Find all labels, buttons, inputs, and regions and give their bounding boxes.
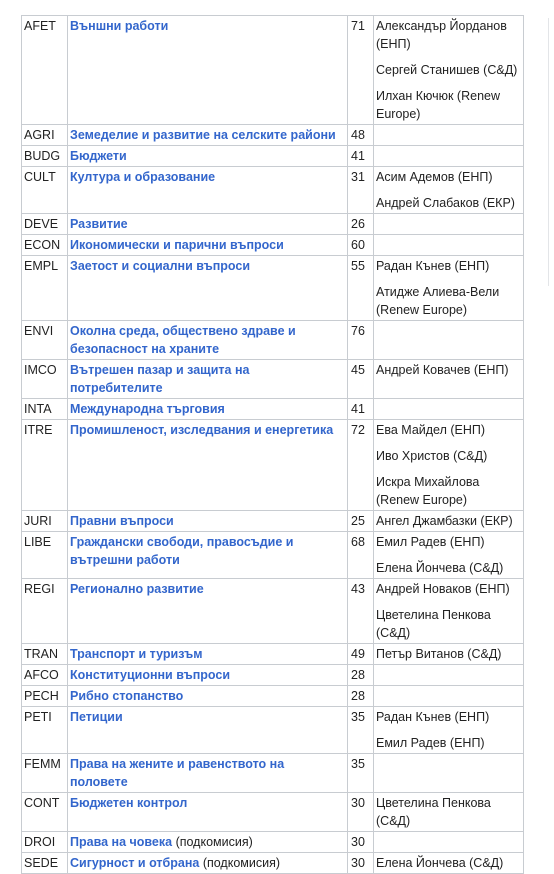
- member-name: Цветелина Пенкова (С&Д): [376, 608, 491, 640]
- committee-name-link[interactable]: Рибно стопанство: [70, 689, 184, 703]
- member-name: Асим Адемов (ЕНП): [376, 170, 493, 184]
- bulgarian-members-cell: [374, 665, 524, 686]
- committee-abbr: ENVI: [22, 321, 68, 360]
- committee-name-link[interactable]: Култура и образование: [70, 170, 216, 184]
- table-row: [22, 579, 524, 644]
- committee-abbr: JURI: [22, 511, 68, 532]
- bulgarian-members-cell: [374, 321, 524, 360]
- committee-abbr: SEDE: [22, 853, 68, 874]
- bulgarian-members-cell: [374, 399, 524, 420]
- member-name: Ангел Джамбазки (ЕКР): [376, 514, 513, 528]
- committee-name-cell: [68, 665, 348, 686]
- member-count: 48: [348, 125, 374, 146]
- table-row: [22, 16, 524, 125]
- committee-name-cell: [68, 532, 348, 579]
- bulgarian-members-cell: [374, 125, 524, 146]
- table-row: [22, 125, 524, 146]
- table-row: [22, 511, 524, 532]
- member-name: Ева Майдел (ЕНП): [376, 423, 486, 437]
- member-count: 31: [348, 167, 374, 214]
- member-count: 72: [348, 420, 374, 511]
- member-name: Петър Витанов (С&Д): [376, 647, 502, 661]
- committee-abbr: ITRE: [22, 420, 68, 511]
- committee-abbr: PECH: [22, 686, 68, 707]
- member-count: 28: [348, 686, 374, 707]
- table-row: [22, 256, 524, 321]
- committee-abbr: CONT: [22, 793, 68, 832]
- member-name: Радан Кънев (ЕНП): [376, 259, 490, 273]
- scrollbar-edge: [548, 18, 554, 286]
- committee-name-link[interactable]: Развитие: [70, 217, 128, 231]
- member-count: 30: [348, 832, 374, 853]
- committee-name-cell: [68, 707, 348, 754]
- member-count: 71: [348, 16, 374, 125]
- member-count: 60: [348, 235, 374, 256]
- bulgarian-members-cell: [374, 853, 524, 874]
- member-name: Емил Радев (ЕНП): [376, 736, 485, 750]
- committee-name-cell: [68, 256, 348, 321]
- table-row: [22, 532, 524, 579]
- member-name: Андрей Ковачев (ЕНП): [376, 363, 509, 377]
- member-count: 35: [348, 707, 374, 754]
- table-row: [22, 832, 524, 853]
- bulgarian-members-cell: [374, 832, 524, 853]
- committee-name-link[interactable]: Външни работи: [70, 19, 169, 33]
- committee-name-cell: [68, 832, 348, 853]
- bulgarian-members-cell: [374, 146, 524, 167]
- committee-abbr: DROI: [22, 832, 68, 853]
- member-count: 30: [348, 853, 374, 874]
- committee-name-cell: [68, 754, 348, 793]
- committee-name-cell: [68, 235, 348, 256]
- member-name: Сергей Станишев (С&Д): [376, 63, 518, 77]
- bulgarian-members-cell: [374, 214, 524, 235]
- committee-name-cell: [68, 853, 348, 874]
- committee-name-cell: [68, 793, 348, 832]
- committee-name-cell: [68, 399, 348, 420]
- committee-abbr: FEMM: [22, 754, 68, 793]
- table-row: [22, 420, 524, 511]
- committee-name-cell: [68, 321, 348, 360]
- bulgarian-members-cell: [374, 793, 524, 832]
- bulgarian-members-cell: [374, 754, 524, 793]
- member-name: Илхан Кючюк (Renew Europe): [376, 89, 500, 121]
- table-row: [22, 644, 524, 665]
- committee-name-link[interactable]: Вътрешен пазар и защита на потребителите: [70, 363, 250, 395]
- bulgarian-members-cell: [374, 167, 524, 214]
- member-count: 76: [348, 321, 374, 360]
- member-name: Александър Йорданов (ЕНП): [376, 19, 507, 51]
- committee-name-link[interactable]: Сигурност и отбрана: [70, 856, 200, 870]
- bulgarian-members-cell: [374, 707, 524, 754]
- committee-abbr: TRAN: [22, 644, 68, 665]
- committee-abbr: EMPL: [22, 256, 68, 321]
- bulgarian-members-cell: [374, 235, 524, 256]
- committee-abbr: AGRI: [22, 125, 68, 146]
- member-name: Андрей Новаков (ЕНП): [376, 582, 510, 596]
- bulgarian-members-cell: [374, 511, 524, 532]
- committee-name-link[interactable]: Граждански свободи, правосъдие и вътрешни работи: [70, 535, 294, 567]
- bulgarian-members-cell: [374, 686, 524, 707]
- member-name: Иво Христов (С&Д): [376, 449, 488, 463]
- committee-abbr: REGI: [22, 579, 68, 644]
- committee-abbr: AFET: [22, 16, 68, 125]
- bulgarian-members-cell: [374, 16, 524, 125]
- committee-name-link[interactable]: Транспорт и туризъм: [70, 647, 203, 661]
- committee-name-cell: [68, 167, 348, 214]
- committee-abbr: DEVE: [22, 214, 68, 235]
- committee-name-link[interactable]: Правни въпроси: [70, 514, 174, 528]
- committee-abbr: BUDG: [22, 146, 68, 167]
- committees-table: [21, 15, 524, 874]
- committee-abbr: INTA: [22, 399, 68, 420]
- bulgarian-members-cell: [374, 532, 524, 579]
- committee-name-cell: [68, 360, 348, 399]
- committee-name-link[interactable]: Регионално развитие: [70, 582, 204, 596]
- committee-name-link[interactable]: Земеделие и развитие на селските райони: [70, 128, 336, 142]
- member-count: 68: [348, 532, 374, 579]
- committee-abbr: AFCO: [22, 665, 68, 686]
- table-row: [22, 399, 524, 420]
- member-count: 49: [348, 644, 374, 665]
- committee-abbr: ECON: [22, 235, 68, 256]
- committee-name-cell: [68, 420, 348, 511]
- member-name: Искра Михайлова (Renew Europe): [376, 475, 480, 507]
- committee-name-link[interactable]: Права на човека: [70, 835, 173, 849]
- committee-name-link[interactable]: Околна среда, обществено здраве и безопасност на храните: [70, 324, 296, 356]
- bulgarian-members-cell: [374, 420, 524, 511]
- table-row: [22, 707, 524, 754]
- committee-abbr: CULT: [22, 167, 68, 214]
- committee-name-link[interactable]: Бюджетен контрол: [70, 796, 188, 810]
- committee-name-link[interactable]: Международна търговия: [70, 402, 225, 416]
- table-row: [22, 686, 524, 707]
- committee-name-link[interactable]: Икономически и парични въпроси: [70, 238, 284, 252]
- member-count: 45: [348, 360, 374, 399]
- member-count: 41: [348, 399, 374, 420]
- committee-name-link[interactable]: Конституционни въпроси: [70, 668, 230, 682]
- committee-name-link[interactable]: Права на жените и равенството на половете: [70, 757, 285, 789]
- committee-subtype: (подкомисия): [202, 856, 281, 870]
- committee-name-link[interactable]: Промишленост, изследвания и енергетика: [70, 423, 334, 437]
- committee-name-link[interactable]: Бюджети: [70, 149, 127, 163]
- committee-name-cell: [68, 579, 348, 644]
- member-name: Андрей Слабаков (ЕКР): [376, 196, 515, 210]
- table-row: [22, 360, 524, 399]
- member-name: Елена Йончева (С&Д): [376, 856, 504, 870]
- table-row: [22, 793, 524, 832]
- member-count: 43: [348, 579, 374, 644]
- member-name: Атидже Алиева-Вели (Renew Europe): [376, 285, 500, 317]
- member-count: 55: [348, 256, 374, 321]
- committee-name-cell: [68, 644, 348, 665]
- table-row: [22, 167, 524, 214]
- committee-name-link[interactable]: Заетост и социални въпроси: [70, 259, 251, 273]
- table-row: [22, 214, 524, 235]
- committee-name-cell: [68, 214, 348, 235]
- table-row: [22, 754, 524, 793]
- member-count: 30: [348, 793, 374, 832]
- member-name: Емил Радев (ЕНП): [376, 535, 485, 549]
- member-count: 35: [348, 754, 374, 793]
- table-row: [22, 853, 524, 874]
- table-row: [22, 235, 524, 256]
- committee-name-cell: [68, 146, 348, 167]
- committee-name-link[interactable]: Петиции: [70, 710, 123, 724]
- committee-name-cell: [68, 511, 348, 532]
- member-count: 28: [348, 665, 374, 686]
- bulgarian-members-cell: [374, 256, 524, 321]
- bulgarian-members-cell: [374, 360, 524, 399]
- table-row: [22, 665, 524, 686]
- committee-subtype: (подкомисия): [175, 835, 253, 849]
- member-name: Елена Йончева (С&Д): [376, 561, 504, 575]
- bulgarian-members-cell: [374, 579, 524, 644]
- bulgarian-members-cell: [374, 644, 524, 665]
- member-count: 41: [348, 146, 374, 167]
- table-row: [22, 146, 524, 167]
- member-count: 25: [348, 511, 374, 532]
- committee-name-cell: [68, 16, 348, 125]
- committee-name-cell: [68, 125, 348, 146]
- committee-abbr: PETI: [22, 707, 68, 754]
- committee-abbr: LIBE: [22, 532, 68, 579]
- committee-abbr: IMCO: [22, 360, 68, 399]
- member-name: Радан Кънев (ЕНП): [376, 710, 490, 724]
- table-row: [22, 321, 524, 360]
- member-count: 26: [348, 214, 374, 235]
- committee-name-cell: [68, 686, 348, 707]
- member-name: Цветелина Пенкова (С&Д): [376, 796, 491, 828]
